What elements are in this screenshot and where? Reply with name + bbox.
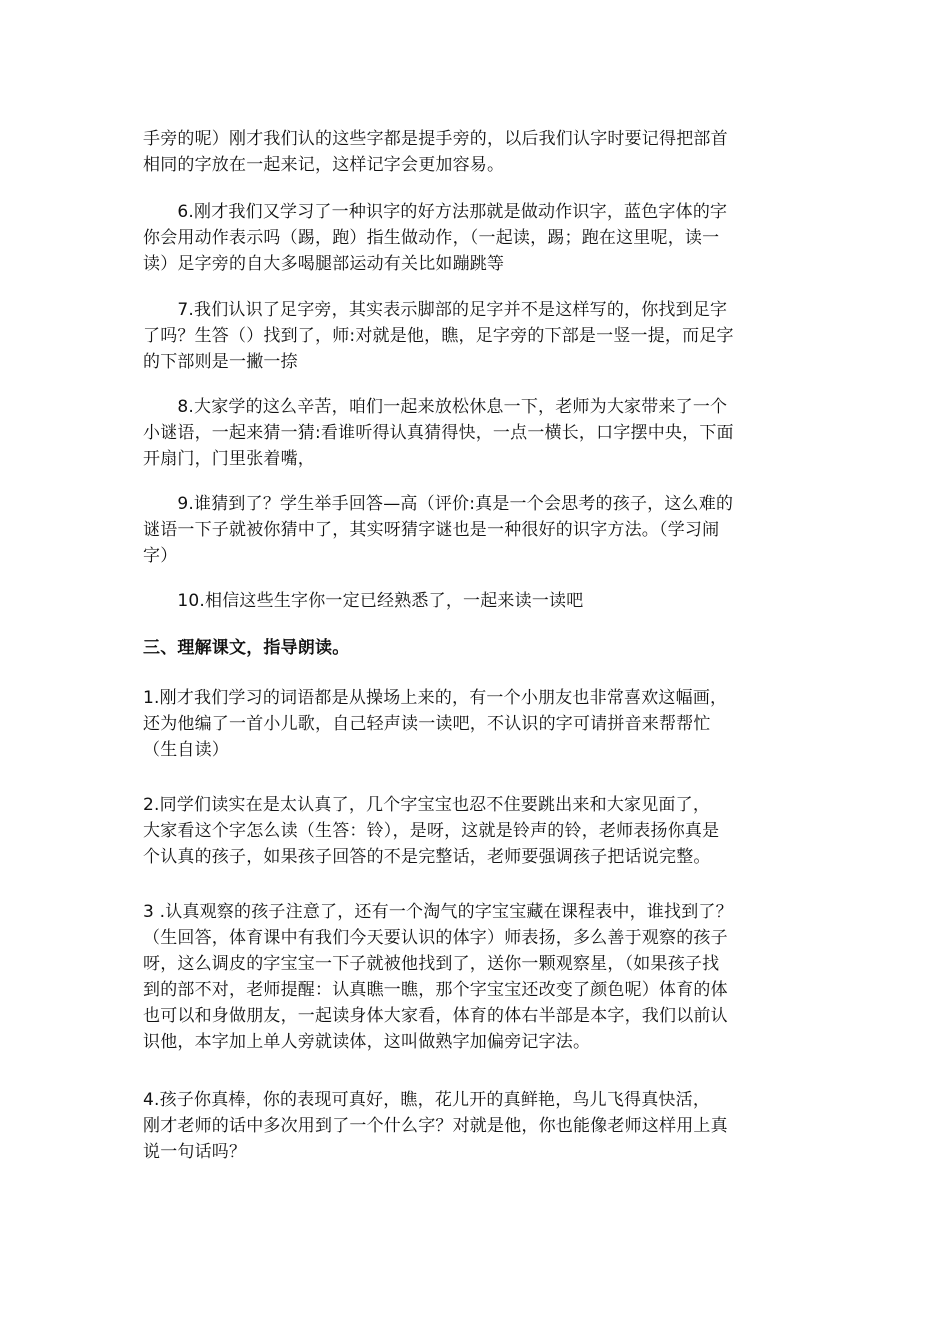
paragraph-continued <box>143 126 811 178</box>
text-line: 小谜语，一起来猜一猜:看谁听得认真猜得快，一点一横长，口字摆中央，下面 <box>143 423 734 443</box>
text-line: 开扇门，门里张着嘴， <box>143 449 315 469</box>
section3-item-4 <box>143 1087 811 1165</box>
text-line: 呀，这么调皮的字宝宝一下子就被他找到了，送你一颗观察星，（如果孩子找 <box>143 954 720 974</box>
text-line: （生回答，体育课中有我们今天要认识的体字）师表扬，多么善于观察的孩子 <box>143 928 728 948</box>
text-line: 相同的字放在一起来记，这样记字会更加容易。 <box>143 155 505 175</box>
text-line: 说一句话吗？ <box>143 1142 247 1162</box>
section3-item-3 <box>143 899 811 1055</box>
text-line: 4.孩子你真棒，你的表现可真好，瞧，花儿开的真鲜艳，鸟儿飞得真快活， <box>143 1090 711 1110</box>
paragraph-10 <box>143 588 811 614</box>
text-line: 读）足字旁的自大多喝腿部运动有关比如蹦跳等 <box>143 254 505 274</box>
text-line: 1.刚才我们学习的词语都是从操场上来的，有一个小朋友也非常喜欢这幅画， <box>143 688 728 708</box>
text-line: 还为他编了一首小儿歌，自己轻声读一读吧，不认识的字可请拼音来帮帮忙 <box>143 714 711 734</box>
text-line: 刚才老师的话中多次用到了一个什么字？对就是他，你也能像老师这样用上真 <box>143 1116 728 1136</box>
paragraph-6 <box>143 199 811 277</box>
text-line: 识他，本字加上单人旁就读体，这叫做熟字加偏旁记字法。 <box>143 1032 591 1052</box>
text-line: 10.相信这些生字你一定已经熟悉了，一起来读一读吧 <box>143 591 584 611</box>
text-line: 你会用动作表示吗（踢，跑）指生做动作，（一起读，踢；跑在这里呢，读一 <box>143 228 720 248</box>
section3-item-1 <box>143 685 811 763</box>
text-line: 的下部则是一撇一捺 <box>143 352 298 372</box>
text-line: 大家看这个字怎么读（生答：铃），是呀，这就是铃声的铃，老师表扬你真是 <box>143 821 720 841</box>
paragraph-9 <box>143 491 811 569</box>
text-line: 8.大家学的这么辛苦，咱们一起来放松休息一下，老师为大家带来了一个 <box>143 397 728 417</box>
text-line: 7.我们认识了足字旁，其实表示脚部的足字并不是这样写的，你找到足字 <box>143 300 728 320</box>
section-heading <box>143 635 811 661</box>
paragraph-7 <box>143 297 811 375</box>
text-line: 9.谁猜到了？学生举手回答—高（评价:真是一个会思考的孩子，这么难的 <box>143 494 734 514</box>
text-line: 也可以和身做朋友，一起读身体大家看，体育的体右半部是本字，我们以前认 <box>143 1006 728 1026</box>
text-line: 3 .认真观察的孩子注意了，还有一个淘气的字宝宝藏在课程表中，谁找到了？ <box>143 902 733 922</box>
text-line: 到的部不对，老师提醒：认真瞧一瞧，那个字宝宝还改变了颜色呢）体育的体 <box>143 980 728 1000</box>
text-line: 个认真的孩子，如果孩子回答的不是完整话，老师要强调孩子把话说完整。 <box>143 847 711 867</box>
text-line: 了吗？生答（）找到了，师:对就是他，瞧，足字旁的下部是一竖一提，而足字 <box>143 326 734 346</box>
text-line: 谜语一下子就被你猜中了，其实呀猜字谜也是一种很好的识字方法。（学习闹 <box>143 520 720 540</box>
text-line: （生自读） <box>143 740 229 760</box>
heading-text: 三、理解课文，指导朗读。 <box>143 638 350 658</box>
section3-item-2 <box>143 792 811 870</box>
text-line: 手旁的呢）刚才我们认的这些字都是提手旁的，以后我们认字时要记得把部首 <box>143 129 728 149</box>
text-line: 字） <box>143 546 178 566</box>
text-line: 2.同学们读实在是太认真了，几个字宝宝也忍不住要跳出来和大家见面了， <box>143 795 711 815</box>
text-line: 6.刚才我们又学习了一种识字的好方法那就是做动作识字，蓝色字体的字 <box>143 202 728 222</box>
paragraph-8 <box>143 394 811 472</box>
